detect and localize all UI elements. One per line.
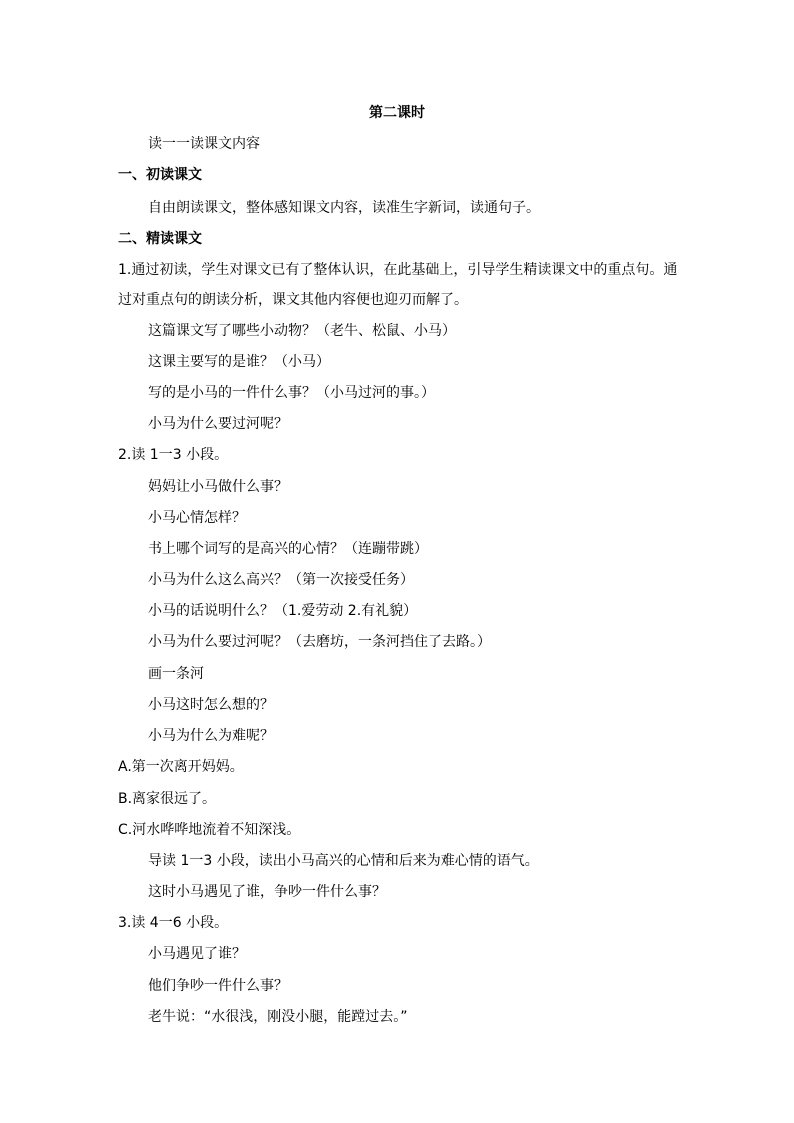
list-item: C.河水哗哗地流着不知深浅。 [118, 822, 301, 838]
list-item: B.离家很远了。 [118, 791, 217, 807]
question-line: 小马为什么这么高兴？（第一次接受任务） [148, 572, 414, 588]
page-title: 第二课时 [369, 105, 425, 121]
section-heading-first-reading: 一、初读课文 [118, 167, 202, 183]
question-line: 这课主要写的是谁？（小马） [148, 354, 330, 370]
question-line: 小马心情怎样？ [148, 510, 246, 526]
question-line: 小马为什么为难呢？ [148, 728, 274, 744]
question-line: 小马为什么要过河呢？（去磨坊，一条河挡住了去路。） [148, 634, 491, 650]
question-line: 这时小马遇见了谁，争吵一件什么事？ [148, 884, 386, 900]
question-line: 书上哪个词写的是高兴的心情？（连蹦带跳） [148, 541, 428, 557]
instruction-line: 导读 1一3 小段，读出小马高兴的心情和后来为难心情的语气。 [148, 853, 539, 869]
question-line: 小马为什么要过河呢？ [148, 416, 288, 432]
paragraph: 1.通过初读，学生对课文已有了整体认识，在此基础上，引导学生精读课文中的重点句。通 [118, 262, 678, 278]
paragraph: 自由朗读课文，整体感知课文内容，读准生字新词，读通句子。 [148, 200, 540, 216]
question-line: 他们争吵一件什么事？ [148, 978, 288, 994]
question-line: 这篇课文写了哪些小动物？（老牛、松鼠、小马） [148, 323, 456, 339]
section-heading-close-reading: 二、精读课文 [118, 231, 202, 247]
intro-line: 读一一读课文内容 [148, 136, 260, 152]
list-item: A.第一次离开妈妈。 [118, 759, 244, 775]
paragraph: 过对重点句的朗读分析，课文其他内容便也迎刃而解了。 [118, 292, 468, 308]
question-line: 小马的话说明什么？（1.爱劳动 2.有礼貌） [148, 603, 418, 619]
question-line: 写的是小马的一件什么事？（小马过河的事。） [148, 385, 435, 401]
numbered-step: 2.读 1一3 小段。 [118, 447, 229, 463]
instruction-line: 画一条河 [148, 666, 204, 682]
question-line: 小马这时怎么想的？ [148, 697, 274, 713]
quote-line: 老牛说：“水很浅，刚没小腿，能蹚过去。” [148, 1009, 408, 1025]
question-line: 妈妈让小马做什么事？ [148, 479, 288, 495]
question-line: 小马遇见了谁？ [148, 946, 246, 962]
numbered-step: 3.读 4一6 小段。 [118, 915, 229, 931]
